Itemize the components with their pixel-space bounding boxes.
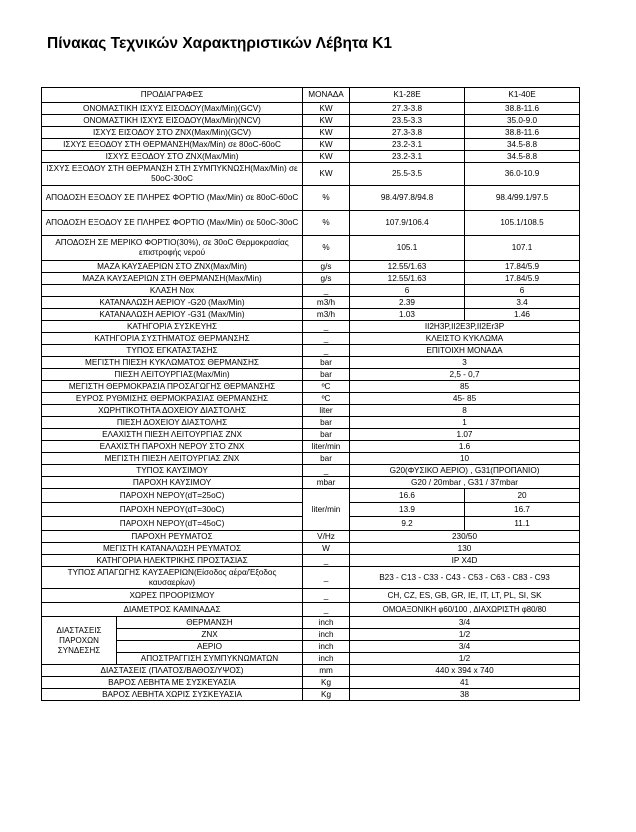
value-k1-28e: 25.5-3.5	[350, 163, 465, 186]
spec-label: ΜΕΓΙΣΤΗ ΠΙΕΣΗ ΚΥΚΛΩΜΑΤΟΣ ΘΕΡΜΑΝΣΗΣ	[42, 357, 303, 369]
spec-label: ΙΣΧΥΣ ΕΞΟΔΟΥ ΣΤΗ ΘΕΡΜΑΝΣΗ(Max/Min) σε 80oC-60oC	[42, 139, 303, 151]
value-cell: 3/4	[350, 617, 580, 629]
table-row	[42, 465, 580, 477]
unit-cell: _	[303, 321, 350, 333]
table-row	[42, 273, 580, 285]
table-row	[42, 139, 580, 151]
value-cell: 41	[350, 677, 580, 689]
spec-label: ΑΠΟΔΟΣΗ ΕΞΟΔΟΥ ΣΕ ΠΛΗΡΕΣ ΦΟΡΤΙΟ (Max/Min) σε 50oC-30oC	[42, 211, 303, 236]
table-row	[42, 261, 580, 273]
value-k1-28e: 105.1	[350, 236, 465, 261]
spec-label: ΔΙΑΣΤΑΣΕΙΣ (ΠΛΑΤΟΣ/ΒΑΘΟΣ/ΥΨΟΣ)	[42, 665, 303, 677]
value-k1-28e: 27.3-3.8	[350, 103, 465, 115]
spec-label: ΑΠΟΣΤΡΑΓΓΙΣΗ ΣΥΜΠΥΚΝΩΜΑΤΩΝ	[117, 653, 303, 665]
value-cell: II2H3P,II2E3P,II2Er3P	[350, 321, 580, 333]
spec-label: ΚΑΤΗΓΟΡΙΑ ΗΛΕΚΤΡΙΚΗΣ ΠΡΟΣΤΑΣΙΑΣ	[42, 555, 303, 567]
spec-label: ΤΥΠΟΣ ΚΑΥΣΙΜΟΥ	[42, 465, 303, 477]
unit-cell: bar	[303, 417, 350, 429]
value-cell: 45- 85	[350, 393, 580, 405]
unit-cell: g/s	[303, 273, 350, 285]
value-k1-40e: 6	[465, 285, 580, 297]
unit-cell: ºC	[303, 393, 350, 405]
table-row	[42, 345, 580, 357]
table-row	[42, 567, 580, 589]
spec-label: ΑΠΟΔΟΣΗ ΕΞΟΔΟΥ ΣΕ ΠΛΗΡΕΣ ΦΟΡΤΙΟ (Max/Min) σε 80oC-60oC	[42, 186, 303, 211]
spec-label: ΜΕΓΙΣΤΗ ΠΙΕΣΗ ΛΕΙΤΟΥΡΓΙΑΣ ZNX	[42, 453, 303, 465]
value-k1-28e: 16.6	[350, 489, 465, 503]
unit-cell: inch	[303, 617, 350, 629]
spec-label: ΙΣΧΥΣ ΕΞΟΔΟΥ ΣΤΗ ΘΕΡΜΑΝΣΗ ΣΤΗ ΣΥΜΠΥΚΝΩΣΗ(Max/Min) σε 50oC-30oC	[42, 163, 303, 186]
unit-cell: _	[303, 465, 350, 477]
table-row	[42, 127, 580, 139]
spec-label: ΚΑΤΑΝΑΛΩΣΗ ΑΕΡΙΟΥ -G31 (Max/Min)	[42, 309, 303, 321]
unit-cell: bar	[303, 369, 350, 381]
spec-label: ΔΙΑΜΕΤΡΟΣ ΚΑΜΙΝΑΔΑΣ	[42, 603, 303, 617]
table-row	[42, 489, 580, 503]
unit-cell: KW	[303, 163, 350, 186]
unit-cell: inch	[303, 653, 350, 665]
value-cell: 85	[350, 381, 580, 393]
connections-label: ΔΙΑΣΤΑΣΕΙΣ ΠΑΡΟΧΩΝ ΣΥΝΔΕΣΗΣ	[42, 617, 117, 665]
value-cell: 3	[350, 357, 580, 369]
value-cell: 3/4	[350, 641, 580, 653]
unit-cell: KW	[303, 151, 350, 163]
value-cell: G20(ΦΥΣΙΚΟ ΑΕΡΙΟ) , G31(ΠΡΟΠΑΝΙΟ)	[350, 465, 580, 477]
table-row	[42, 629, 580, 641]
value-k1-40e: 17.84/5.9	[465, 273, 580, 285]
table-row	[42, 453, 580, 465]
value-k1-28e: 23.2-3.1	[350, 151, 465, 163]
spec-label: ΒΑΡΟΣ ΛΕΒΗΤΑ ΧΩΡΙΣ ΣΥΣΚΕΥΑΣΙΑ	[42, 689, 303, 701]
value-cell: 1/2	[350, 653, 580, 665]
table-row	[42, 589, 580, 603]
table-row	[42, 393, 580, 405]
table-row	[42, 531, 580, 543]
spec-label: ZNX	[117, 629, 303, 641]
unit-cell: inch	[303, 641, 350, 653]
value-k1-40e: 36.0-10.9	[465, 163, 580, 186]
table-row	[42, 555, 580, 567]
value-k1-40e: 1.46	[465, 309, 580, 321]
table-row	[42, 381, 580, 393]
spec-label: ΟΝΟΜΑΣΤΙΚΗ ΙΣΧΥΣ ΕΙΣΟΔΟΥ(Max/Min)(NCV)	[42, 115, 303, 127]
value-k1-28e: 12.55/1.63	[350, 273, 465, 285]
unit-cell: g/s	[303, 261, 350, 273]
value-k1-28e: 23.2-3.1	[350, 139, 465, 151]
header-k1-28e: K1-28E	[350, 88, 465, 103]
spec-label: ΑΕΡΙΟ	[117, 641, 303, 653]
value-k1-40e: 38.8-11.6	[465, 127, 580, 139]
unit-cell: _	[303, 555, 350, 567]
table-row	[42, 186, 580, 211]
unit-cell: liter/min	[303, 489, 350, 531]
spec-label: ΠΙΕΣΗ ΔΟΧΕΙΟΥ ΔΙΑΣΤΟΛΗΣ	[42, 417, 303, 429]
unit-cell: mbar	[303, 477, 350, 489]
value-cell: 1.07	[350, 429, 580, 441]
spec-label: ΠΑΡΟΧΗ ΝΕΡΟΥ(dT=30oC)	[42, 503, 303, 517]
spec-label: ΚΑΤΗΓΟΡΙΑ ΣΥΣΤΗΜΑΤΟΣ ΘΕΡΜΑΝΣΗΣ	[42, 333, 303, 345]
value-cell: 130	[350, 543, 580, 555]
value-cell: 230/50	[350, 531, 580, 543]
value-cell: 2,5 - 0,7	[350, 369, 580, 381]
header-unit: ΜΟΝΑΔΑ	[303, 88, 350, 103]
value-k1-28e: 12.55/1.63	[350, 261, 465, 273]
table-row	[42, 321, 580, 333]
value-cell: 10	[350, 453, 580, 465]
unit-cell: W	[303, 543, 350, 555]
table-row	[42, 617, 580, 629]
unit-cell: KW	[303, 127, 350, 139]
unit-cell: _	[303, 603, 350, 617]
table-row	[42, 603, 580, 617]
page-title: Πίνακας Τεχνικών Χαρακτηριστικών Λέβητα Κ1	[47, 35, 393, 52]
value-k1-40e: 17.84/5.9	[465, 261, 580, 273]
spec-label: ΜΑΖΑ ΚΑΥΣΑΕΡΙΩΝ ΣΤΟ ZNX(Max/Min)	[42, 261, 303, 273]
unit-cell: bar	[303, 453, 350, 465]
table-row	[42, 103, 580, 115]
table-row	[42, 543, 580, 555]
spec-label: ΤΥΠΟΣ ΑΠΑΓΩΓΗΣ ΚΑΥΣΑΕΡΙΩΝ(Είσοδος αέρα/Έξοδος καυσαερίων)	[42, 567, 303, 589]
unit-cell: %	[303, 186, 350, 211]
value-cell: 1/2	[350, 629, 580, 641]
spec-label: ΜΑΖΑ ΚΑΥΣΑΕΡΙΩΝ ΣΤΗ ΘΕΡΜΑΝΣΗ(Max/Min)	[42, 273, 303, 285]
unit-cell: _	[303, 589, 350, 603]
value-k1-40e: 98.4/99.1/97.5	[465, 186, 580, 211]
table-row	[42, 357, 580, 369]
spec-label: ΠΑΡΟΧΗ ΝΕΡΟΥ(dT=25oC)	[42, 489, 303, 503]
spec-label: ΧΩΡΕΣ ΠΡΟΟΡΙΣΜΟΥ	[42, 589, 303, 603]
value-k1-28e: 27.3-3.8	[350, 127, 465, 139]
spec-label: ΒΑΡΟΣ ΛΕΒΗΤΑ ΜΕ ΣΥΣΚΕΥΑΣΙΑ	[42, 677, 303, 689]
table-row	[42, 297, 580, 309]
value-k1-40e: 107.1	[465, 236, 580, 261]
spec-label: ΠΙΕΣΗ ΛΕΙΤΟΥΡΓΙΑΣ(Max/Min)	[42, 369, 303, 381]
table-row	[42, 285, 580, 297]
value-k1-40e: 38.8-11.6	[465, 103, 580, 115]
value-cell: ΚΛΕΙΣΤΟ ΚΥΚΛΩΜΑ	[350, 333, 580, 345]
unit-cell: m3/h	[303, 309, 350, 321]
table-row	[42, 641, 580, 653]
spec-label: ΙΣΧΥΣ ΕΙΣΟΔΟΥ ΣΤΟ ZNX(Max/Min)(GCV)	[42, 127, 303, 139]
spec-label: ΑΠΟΔΟΣΗ ΣΕ ΜΕΡΙΚΟ ΦΟΡΤΙΟ(30%), σε 30oC Θερμοκρασίας επιστροφής νερού	[42, 236, 303, 261]
header-k1-40e: K1-40E	[465, 88, 580, 103]
spec-label: ΠΑΡΟΧΗ ΝΕΡΟΥ(dT=45oC)	[42, 517, 303, 531]
table-row	[42, 115, 580, 127]
spec-table	[41, 87, 580, 701]
unit-cell: liter	[303, 405, 350, 417]
unit-cell: _	[303, 345, 350, 357]
value-cell: 1.6	[350, 441, 580, 453]
unit-cell: KW	[303, 103, 350, 115]
spec-label: ΚΑΤΑΝΑΛΩΣΗ ΑΕΡΙΟΥ -G20 (Max/Min)	[42, 297, 303, 309]
value-k1-40e: 34.5-8.8	[465, 139, 580, 151]
spec-label: ΟΝΟΜΑΣΤΙΚΗ ΙΣΧΥΣ ΕΙΣΟΔΟΥ(Max/Min)(GCV)	[42, 103, 303, 115]
table-row	[42, 441, 580, 453]
value-cell: 440 x 394 x 740	[350, 665, 580, 677]
spec-table-body	[42, 88, 580, 701]
spec-label: ΘΕΡΜΑΝΣΗ	[117, 617, 303, 629]
spec-label: ΚΑΤΗΓΟΡΙΑ ΣΥΣΚΕΥΗΣ	[42, 321, 303, 333]
spec-label: ΕΛΑΧΙΣΤΗ ΠΑΡΟΧΗ ΝΕΡΟΥ ΣΤΟ ZNX	[42, 441, 303, 453]
spec-label: ΜΕΓΙΣΤΗ ΚΑΤΑΝΑΛΩΣΗ ΡΕΥΜΑΤΟΣ	[42, 543, 303, 555]
value-k1-28e: 23.5-3.3	[350, 115, 465, 127]
unit-cell: Kg	[303, 689, 350, 701]
spec-label: ΕΥΡΟΣ ΡΥΘΜΙΣΗΣ ΘΕΡΜΟΚΡΑΣΙΑΣ ΘΕΡΜΑΝΣΗΣ	[42, 393, 303, 405]
table-row	[42, 689, 580, 701]
value-k1-40e: 35.0-9.0	[465, 115, 580, 127]
unit-cell: mm	[303, 665, 350, 677]
table-row	[42, 309, 580, 321]
value-k1-40e: 11.1	[465, 517, 580, 531]
unit-cell: _	[303, 333, 350, 345]
unit-cell: _	[303, 285, 350, 297]
value-k1-28e: 1.03	[350, 309, 465, 321]
unit-cell: liter/min	[303, 441, 350, 453]
value-k1-40e: 3.4	[465, 297, 580, 309]
table-row	[42, 417, 580, 429]
value-k1-28e: 2.39	[350, 297, 465, 309]
spec-label: ΧΩΡΗΤΙΚΟΤΗΤΑ ΔΟΧΕΙΟΥ ΔΙΑΣΤΟΛΗΣ	[42, 405, 303, 417]
spec-label: ΕΛΑΧΙΣΤΗ ΠΙΕΣΗ ΛΕΙΤΟΥΡΓΙΑΣ ZNX	[42, 429, 303, 441]
table-header-row	[42, 88, 580, 103]
value-cell: ΟΜΟΑΞΟΝΙΚΗ φ60/100 , ΔΙΑΧΩΡΙΣΤΗ φ80/80	[350, 603, 580, 617]
spec-label: ΙΣΧΥΣ ΕΞΟΔΟΥ ΣΤΟ ZNX(Max/Min)	[42, 151, 303, 163]
value-cell: IP X4D	[350, 555, 580, 567]
unit-cell: V/Hz	[303, 531, 350, 543]
spec-label: ΤΥΠΟΣ ΕΓΚΑΤΑΣΤΑΣΗΣ	[42, 345, 303, 357]
header-spec: ΠΡΟΔΙΑΓΡΑΦΕΣ	[42, 88, 303, 103]
value-cell: G20 / 20mbar , G31 / 37mbar	[350, 477, 580, 489]
unit-cell: bar	[303, 429, 350, 441]
table-row	[42, 677, 580, 689]
unit-cell: inch	[303, 629, 350, 641]
value-k1-40e: 105.1/108.5	[465, 211, 580, 236]
value-cell: 38	[350, 689, 580, 701]
table-row	[42, 151, 580, 163]
unit-cell: _	[303, 567, 350, 589]
value-cell: ΕΠΙΤΟΙΧΗ ΜΟΝΑΔΑ	[350, 345, 580, 357]
unit-cell: ºC	[303, 381, 350, 393]
table-row	[42, 405, 580, 417]
value-k1-28e: 9.2	[350, 517, 465, 531]
value-k1-40e: 16.7	[465, 503, 580, 517]
table-row	[42, 211, 580, 236]
table-row	[42, 369, 580, 381]
unit-cell: bar	[303, 357, 350, 369]
unit-cell: m3/h	[303, 297, 350, 309]
value-cell: 8	[350, 405, 580, 417]
value-k1-40e: 20	[465, 489, 580, 503]
value-cell: B23 - C13 - C33 - C43 - C53 - C63 - C83 - C93	[350, 567, 580, 589]
table-row	[42, 163, 580, 186]
unit-cell: KW	[303, 115, 350, 127]
value-cell: 1	[350, 417, 580, 429]
value-k1-28e: 13.9	[350, 503, 465, 517]
spec-label: ΜΕΓΙΣΤΗ ΘΕΡΜΟΚΡΑΣΙΑ ΠΡΟΣΑΓΩΓΗΣ ΘΕΡΜΑΝΣΗΣ	[42, 381, 303, 393]
value-k1-40e: 34.5-8.8	[465, 151, 580, 163]
unit-cell: KW	[303, 139, 350, 151]
spec-label: ΠΑΡΟΧΗ ΚΑΥΣΙΜΟΥ	[42, 477, 303, 489]
unit-cell: %	[303, 236, 350, 261]
table-row	[42, 236, 580, 261]
value-k1-28e: 107.9/106.4	[350, 211, 465, 236]
spec-label: ΠΑΡΟΧΗ ΡΕΥΜΑΤΟΣ	[42, 531, 303, 543]
unit-cell: Kg	[303, 677, 350, 689]
table-row	[42, 333, 580, 345]
table-row	[42, 429, 580, 441]
table-row	[42, 477, 580, 489]
value-k1-28e: 98.4/97.8/94.8	[350, 186, 465, 211]
value-cell: CH, CZ, ES, GB, GR, IE, IT, LT, PL, SI, SK	[350, 589, 580, 603]
value-k1-28e: 6	[350, 285, 465, 297]
table-row	[42, 665, 580, 677]
table-row	[42, 653, 580, 665]
unit-cell: %	[303, 211, 350, 236]
spec-label: ΚΛΑΣΗ Nox	[42, 285, 303, 297]
